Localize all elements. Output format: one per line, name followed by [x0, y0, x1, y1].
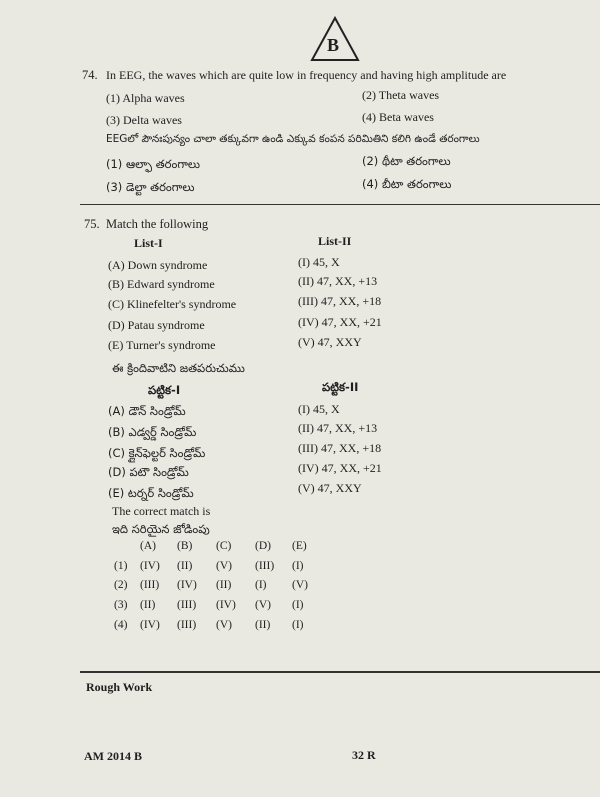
- te-list2-item: (I) 45, X: [298, 402, 340, 416]
- page-number: 32 R: [352, 748, 376, 762]
- answer-cell: (II): [216, 579, 232, 591]
- list2-item: (IV) 47, XX, +21: [298, 315, 382, 329]
- answer-cell: (I): [292, 599, 304, 611]
- correct-match-label: The correct match is: [112, 504, 211, 518]
- q74-option-3: (3) Delta waves: [106, 113, 182, 127]
- q74-text: In EEG, the waves which are quite low in frequency and having high amplitude are: [106, 68, 507, 82]
- list2-header: List-II: [318, 234, 352, 248]
- te-list1-item: (D) పటౌ సిండ్రోమ్: [108, 465, 189, 479]
- answer-cell: (IV): [216, 599, 236, 611]
- answer-header-e: (E): [292, 540, 307, 552]
- list2-item: (I) 45, X: [298, 255, 340, 269]
- answer-cell: (V): [216, 619, 232, 631]
- q74-option-4: (4) Beta waves: [362, 110, 434, 124]
- divider: [80, 204, 600, 205]
- answer-option-number: (3): [114, 599, 128, 611]
- answer-cell: (III): [177, 599, 197, 611]
- q74-te-option-4: (4) బీటా తరంగాలు: [362, 177, 452, 191]
- list2-item: (II) 47, XX, +13: [298, 274, 378, 288]
- answer-option-number: (4): [114, 619, 128, 631]
- answer-cell: (III): [255, 560, 275, 572]
- list1-item: (A) Down syndrome: [108, 258, 208, 272]
- exam-code: AM 2014 B: [84, 749, 142, 763]
- te-list1-item: (C) క్లైన్‌ఫెల్టర్ సిండ్రోమ్: [108, 446, 206, 460]
- answer-cell: (V): [292, 579, 308, 591]
- answer-cell: (IV): [177, 579, 197, 591]
- set-badge: [310, 16, 360, 62]
- te-list1-header: పట్టిక-I: [148, 383, 181, 397]
- q74-option-2: (2) Theta waves: [362, 88, 440, 102]
- q74-te-text: EEGలో పౌనఃపున్యం చాలా తక్కువగా ఉండి ఎక్కువ కంపన పరిమితిని కలిగి ఉండే తరంగాలు: [106, 133, 480, 145]
- rough-work-label: Rough Work: [86, 680, 153, 694]
- answer-cell: (I): [292, 560, 304, 572]
- te-list1-item: (B) ఎడ్వర్డ్ సిండ్రోమ్: [108, 425, 197, 439]
- answer-cell: (IV): [140, 619, 160, 631]
- answer-header-d: (D): [255, 540, 271, 552]
- q74-te-option-2: (2) థీటా తరంగాలు: [362, 154, 451, 168]
- q74-te-option-3: (3) డెల్టా తరంగాలు: [106, 180, 195, 194]
- q74-number: 74.: [82, 68, 98, 82]
- answer-header-c: (C): [216, 540, 232, 552]
- list1-item: (B) Edward syndrome: [108, 277, 215, 291]
- answer-cell: (II): [140, 599, 156, 611]
- te-instruction: ఈ క్రిందివాటిని జతపరుచుము: [112, 361, 245, 375]
- list1-item: (D) Patau syndrome: [108, 318, 205, 332]
- list2-item: (V) 47, XXY: [298, 335, 362, 349]
- rough-work-rule: [80, 671, 600, 673]
- list1-header: List-I: [134, 236, 163, 250]
- answer-header-b: (B): [177, 540, 193, 552]
- list2-item: (III) 47, XX, +18: [298, 294, 382, 308]
- answer-header-a: (A): [140, 540, 156, 552]
- answer-cell: (V): [255, 599, 271, 611]
- te-list1-item: (A) డౌన్ సిండ్రోమ్: [108, 404, 186, 418]
- answer-cell: (I): [255, 579, 267, 591]
- answer-cell: (I): [292, 619, 304, 631]
- list1-item: (E) Turner's syndrome: [108, 338, 216, 352]
- answer-cell: (IV): [140, 560, 160, 572]
- set-letter: B: [327, 35, 340, 55]
- q75-number: 75.: [84, 217, 100, 231]
- q75-text: Match the following: [106, 217, 209, 231]
- answer-cell: (II): [255, 619, 271, 631]
- q74-option-1: (1) Alpha waves: [106, 91, 185, 105]
- te-list2-item: (II) 47, XX, +13: [298, 421, 378, 435]
- te-correct-match-label: ఇది సరియైన జోడింపు: [112, 522, 210, 536]
- te-list2-item: (III) 47, XX, +18: [298, 441, 382, 455]
- q74-te-option-1: (1) ఆల్ఫా తరంగాలు: [106, 157, 201, 171]
- te-list2-item: (IV) 47, XX, +21: [298, 461, 382, 475]
- te-list2-header: పట్టిక-II: [322, 380, 359, 394]
- answer-cell: (V): [216, 560, 232, 572]
- answer-option-number: (2): [114, 579, 128, 591]
- answer-cell: (III): [140, 579, 160, 591]
- answer-cell: (III): [177, 619, 197, 631]
- answer-cell: (II): [177, 560, 193, 572]
- te-list2-item: (V) 47, XXY: [298, 481, 362, 495]
- te-list1-item: (E) టర్నర్ సిండ్రోమ్: [108, 486, 194, 500]
- answer-option-number: (1): [114, 560, 128, 572]
- list1-item: (C) Klinefelter's syndrome: [108, 297, 237, 311]
